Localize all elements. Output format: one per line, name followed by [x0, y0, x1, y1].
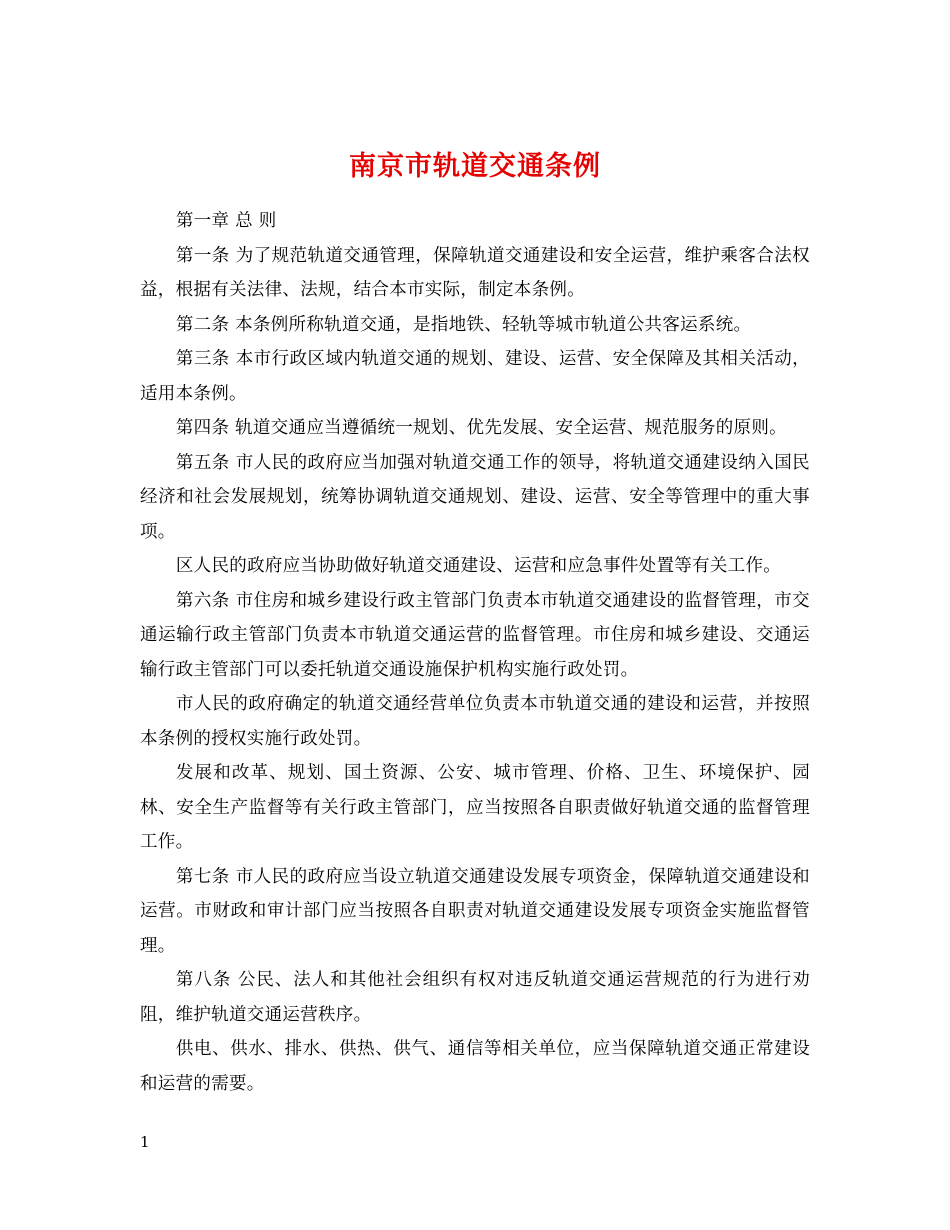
article-5: 第五条 市人民的政府应当加强对轨道交通工作的领导，将轨道交通建设纳入国民经济和社会发展规划，统筹协调轨道交通规划、建设、运营、安全等管理中的重大事项。 [140, 452, 810, 542]
article-6-paragraph-2: 市人民的政府确定的轨道交通经营单位负责本市轨道交通的建设和运营，并按照本条例的授权实施行政处罚。 [140, 694, 810, 749]
article-5-paragraph-2: 区人民的政府应当协助做好轨道交通建设、运营和应急事件处置等有关工作。 [175, 556, 782, 576]
article-7: 第七条 市人民的政府应当设立轨道交通建设发展专项资金，保障轨道交通建设和运营。市财政和审计部门应当按照各自职责对轨道交通建设发展专项资金实施监督管理。 [140, 866, 810, 956]
article-4: 第四条 轨道交通应当遵循统一规划、优先发展、安全运营、规范服务的原则。 [175, 418, 787, 438]
article-2: 第二条 本条例所称轨道交通，是指地铁、轻轨等城市轨道公共客运系统。 [175, 314, 752, 335]
document-title: 南京市轨道交通条例 [349, 151, 601, 183]
article-3: 第三条 本市行政区域内轨道交通的规划、建设、运营、安全保障及其相关活动，适用本条例。 [140, 349, 810, 404]
article-6: 第六条 市住房和城乡建设行政主管部门负责本市轨道交通建设的监督管理，市交通运输行政主管部门负责本市轨道交通运营的监督管理。市住房和城乡建设、交通运输行政主管部门可以委托轨道交通设施保护机构实施行政处罚。 [140, 590, 810, 680]
document-body [140, 204, 810, 1101]
article-8: 第八条 公民、法人和其他社会组织有权对违反轨道交通运营规范的行为进行劝阻，维护轨道交通运营秩序。 [140, 970, 810, 1025]
page-number: 1 [140, 1133, 150, 1151]
chapter-heading: 第一章 总 则 [175, 211, 277, 231]
article-1: 第一条 为了规范轨道交通管理，保障轨道交通建设和安全运营，维护乘客合法权益，根据有关法律、法规，结合本市实际，制定本条例。 [140, 245, 810, 300]
article-8-paragraph-2: 供电、供水、排水、供热、供气、通信等相关单位，应当保障轨道交通正常建设和运营的需要。 [140, 1039, 810, 1094]
article-6-paragraph-3: 发展和改革、规划、国土资源、公安、城市管理、价格、卫生、环境保护、园林、安全生产监督等有关行政主管部门，应当按照各自职责做好轨道交通的监督管理工作。 [140, 763, 810, 852]
